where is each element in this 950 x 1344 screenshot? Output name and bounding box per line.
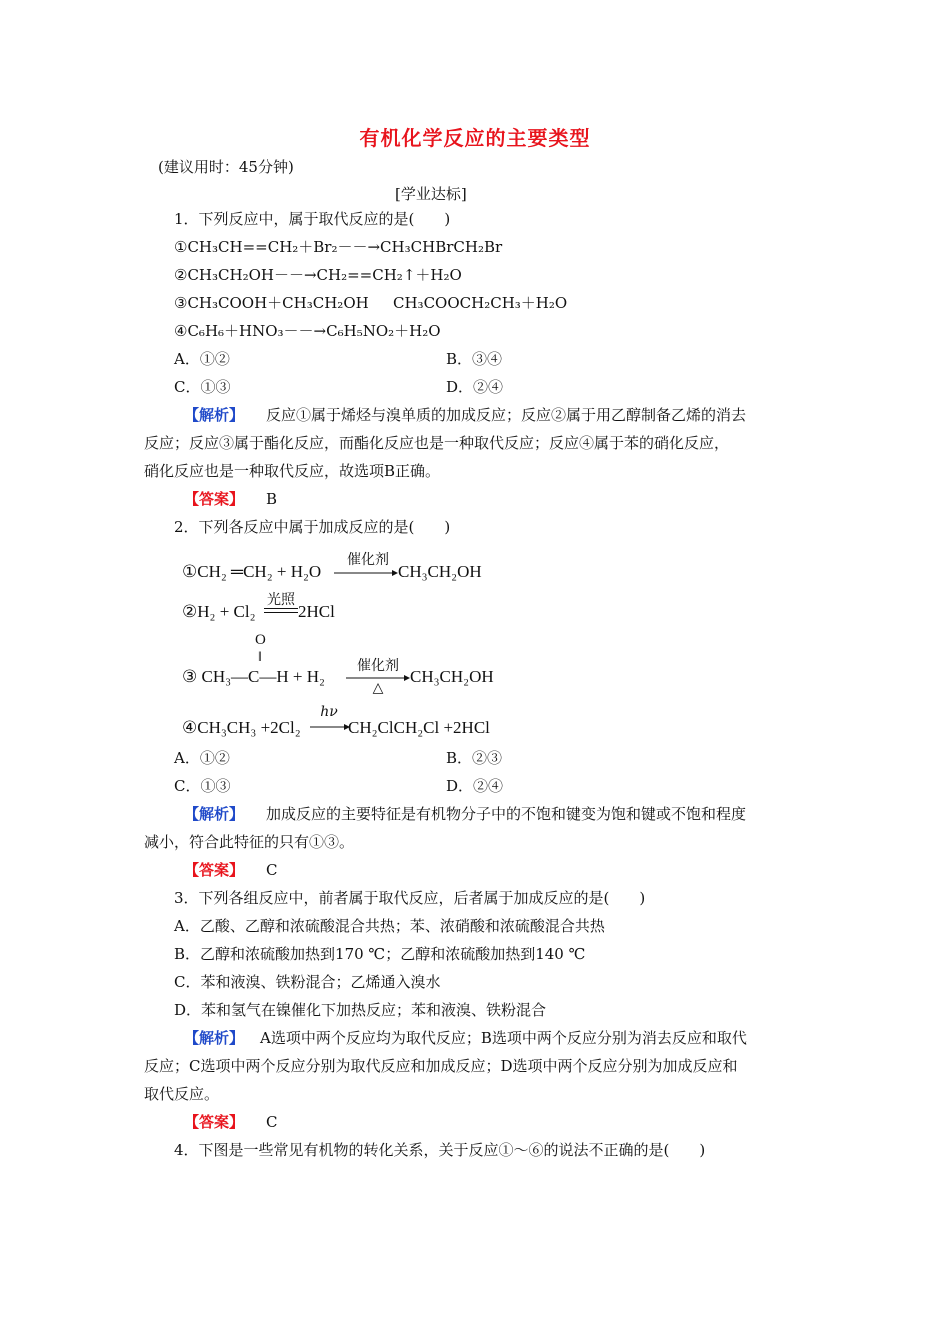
arrow-icon <box>310 722 350 732</box>
q2-equation-1-right: CH₃CH₂OH <box>398 562 482 581</box>
q2-equation-3-condition-top: 催化剂 <box>357 658 399 674</box>
q1-reaction-1: ①CH₃CH==CH₂＋Br₂－－→CH₃CHBrCH₂Br <box>174 238 503 256</box>
q1-analysis-tag: 【解析】 <box>184 406 245 424</box>
q2-equation-2-condition: 光照 <box>267 592 295 608</box>
q2-answer: C <box>266 861 278 879</box>
q3-stem: 3．下列各组反应中，前者属于取代反应，后者属于加成反应的是( ) <box>174 889 646 907</box>
q1-option-a: A．①② <box>174 350 230 368</box>
arrow-icon <box>334 568 398 578</box>
q2-equation-1-left: ①CH₂ ═CH₂ + H₂O <box>182 562 322 581</box>
q3-analysis-line-3: 取代反应。 <box>144 1085 220 1103</box>
q4-stem: 4．下图是一些常见有机物的转化关系，关于反应①～⑥的说法不正确的是( ) <box>174 1141 706 1159</box>
q3-analysis-line-2: 反应；C选项中两个反应分别为取代反应和加成反应；D选项中两个反应分别为加成反应和 <box>144 1057 738 1075</box>
q1-analysis-line-1: 反应①属于烯烃与溴单质的加成反应；反应②属于用乙醇制备乙烯的消去 <box>266 406 747 424</box>
q2-option-b: B．②③ <box>446 749 503 767</box>
q1-analysis-line-2: 反应；反应③属于酯化反应，而酯化反应也是一种取代反应；反应④属于苯的硝化反应， <box>144 434 730 452</box>
q1-answer-tag: 【答案】 <box>184 490 245 508</box>
q3-option-a: A．乙酸、乙醇和浓硫酸混合共热；苯、浓硝酸和浓硫酸混合共热 <box>174 917 605 935</box>
q1-answer: B <box>266 490 278 508</box>
q2-equation-2-right: 2HCl <box>298 602 335 621</box>
q1-reaction-3-left: ③CH₃COOH＋CH₃CH₂OH <box>174 294 369 312</box>
q2-equation-3-oxygen: O <box>255 632 266 648</box>
page-title: 有机化学反应的主要类型 <box>359 126 591 150</box>
q3-option-b: B．乙醇和浓硫酸加热到170 ℃；乙醇和浓硫酸加热到140 ℃ <box>174 945 586 963</box>
q1-option-b: B．③④ <box>446 350 503 368</box>
q2-answer-tag: 【答案】 <box>184 861 245 879</box>
q2-stem: 2．下列各反应中属于加成反应的是( ) <box>174 518 451 536</box>
time-note: (建议用时：45分钟) <box>158 158 294 176</box>
equal-sign-line-top <box>264 608 298 609</box>
q2-analysis-line-2: 减小，符合此特征的只有①③。 <box>144 833 355 851</box>
q1-reaction-4: ④C₆H₆＋HNO₃－－→C₆H₅NO₂＋H₂O <box>174 322 441 340</box>
q2-analysis-line-1: 加成反应的主要特征是有机物分子中的不饱和键变为饱和键或不饱和程度 <box>266 805 747 823</box>
q3-analysis-line-1: A选项中两个反应均为取代反应；B选项中两个反应分别为消去反应和取代 <box>260 1029 747 1047</box>
q2-equation-3-left: ③ CH₃—C—H + H₂ <box>182 667 325 686</box>
section-heading: [学业达标] <box>395 185 467 203</box>
q3-option-d: D．苯和氢气在镍催化下加热反应；苯和液溴、铁粉混合 <box>174 1001 547 1019</box>
q2-equation-2-left: ②H₂ + Cl₂ <box>182 602 256 621</box>
equal-sign-line-bottom <box>264 612 298 613</box>
q2-equation-4-right: CH₂ClCH₂Cl +2HCl <box>348 718 490 737</box>
q2-analysis-tag: 【解析】 <box>184 805 245 823</box>
q2-equation-3-right: CH₃CH₂OH <box>410 667 494 686</box>
double-bond-icon: ‖ <box>258 650 262 665</box>
q2-equation-4-left: ④CH₃CH₃ +2Cl₂ <box>182 718 301 737</box>
q2-option-a: A．①② <box>174 749 230 767</box>
q2-option-d: D．②④ <box>446 777 504 795</box>
q3-answer-tag: 【答案】 <box>184 1113 245 1131</box>
q2-equation-1-condition: 催化剂 <box>347 552 389 568</box>
q1-stem: 1．下列反应中，属于取代反应的是( ) <box>174 210 451 228</box>
q3-option-c: C．苯和液溴、铁粉混合；乙烯通入溴水 <box>174 973 441 991</box>
q1-analysis-line-3: 硝化反应也是一种取代反应，故选项B正确。 <box>144 462 441 480</box>
q3-answer: C <box>266 1113 278 1131</box>
q1-option-c: C．①③ <box>174 378 231 396</box>
q2-option-c: C．①③ <box>174 777 231 795</box>
q1-reaction-2: ②CH₃CH₂OH－－→CH₂==CH₂↑＋H₂O <box>174 266 462 284</box>
q1-reaction-3-right: CH₃COOCH₂CH₃＋H₂O <box>393 294 568 312</box>
q2-equation-4-condition: hν <box>320 704 338 720</box>
q1-option-d: D．②④ <box>446 378 504 396</box>
q3-analysis-tag: 【解析】 <box>184 1029 245 1047</box>
q2-equation-3-condition-bottom: △ <box>372 680 384 696</box>
